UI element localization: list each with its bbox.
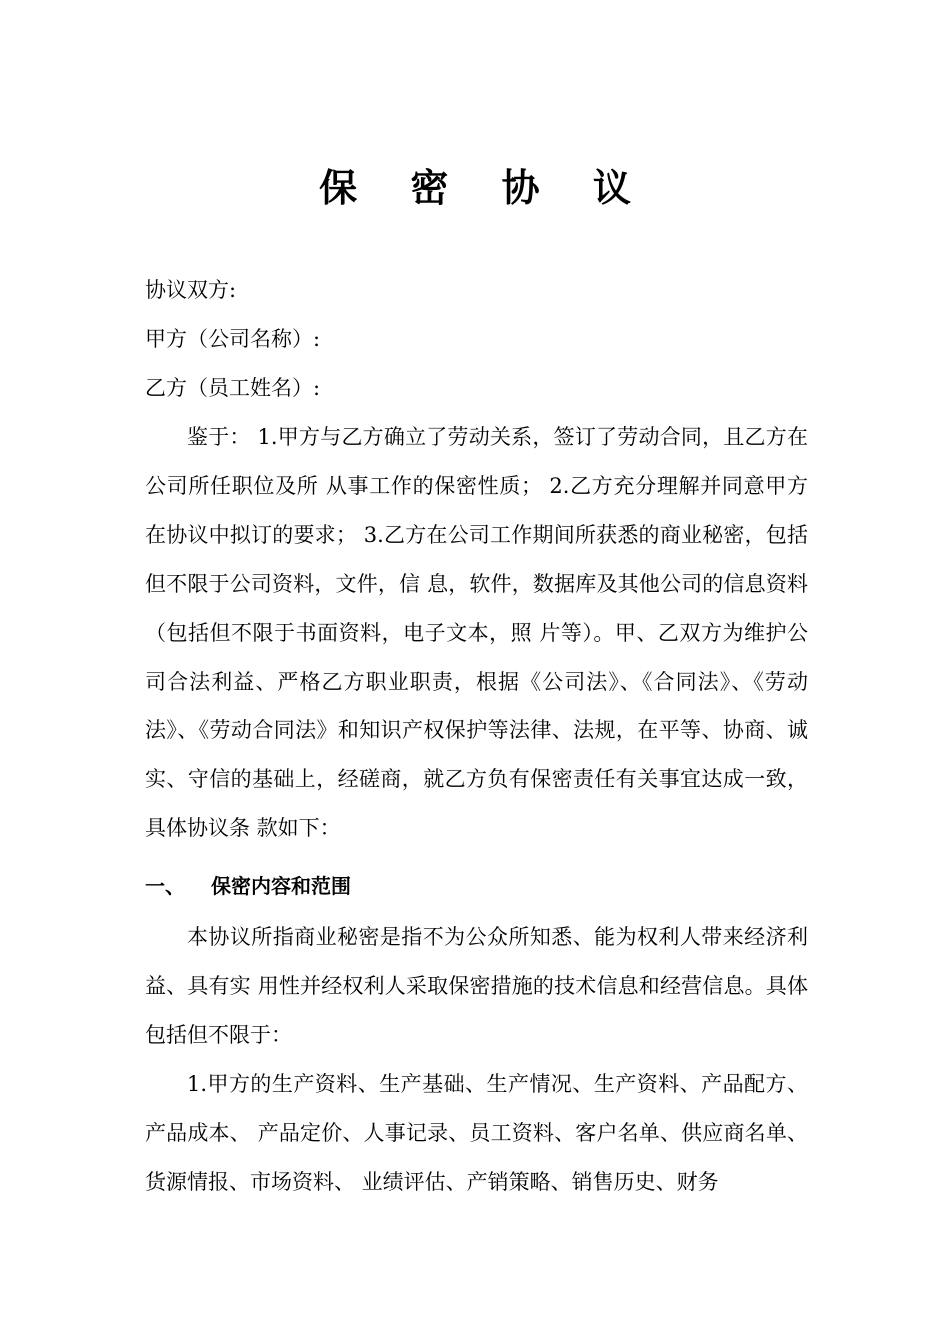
section-1-title: 保密内容和范围: [211, 874, 351, 898]
party-a-line: 甲方（公司名称）:: [145, 327, 321, 351]
section-1-paragraph-2: 1.甲方的生产资料、生产基础、生产情况、生产资料、产品配方、产品成本、 产品定价、人事记录、员工资料、客户名单、供应商名单、货源情报、市场资料、 业绩评估、产销策略、销售历史、财务: [145, 1072, 808, 1194]
party-b-line: 乙方（员工姓名）:: [145, 376, 321, 400]
section-1-heading: [145, 871, 810, 901]
section-1-paragraph-1: 本协议所指商业秘密是指不为公众所知悉、能为权利人带来经济利益、具有实 用性并经权利人采取保密措施的技术信息和经营信息。具体包括但不限于：: [145, 925, 808, 1047]
document-title: 保 密 协 议: [319, 165, 651, 210]
parties-intro: 协议双方:: [145, 278, 237, 302]
preamble-paragraph: 鉴于： 1.甲方与乙方确立了劳动关系，签订了劳动合同，且乙方在公司所任职位及所 从事工作的保密性质； 2.乙方充分理解并同意甲方在协议中拟订的要求； 3.乙方在公司工作期间所获悉的商业秘密，包括但不限于公司资料，文件，信 息，软件，数据库及其他公司的信息资料（包括但不限于书面资料，电子文本，照 片等）。甲、乙双方为维护公司合法利益、严格乙方职业职责，根据《公司法》、《合同法》、《劳动法》、《劳动合同法》和知识产权保护等法律、法规，在平等、协商、诚 实、守信的基础上，经磋商，就乙方负有保密责任有关事宜达成一致，具体协议条 款如下：: [145, 425, 808, 841]
section-1-number: 一、: [145, 874, 185, 898]
